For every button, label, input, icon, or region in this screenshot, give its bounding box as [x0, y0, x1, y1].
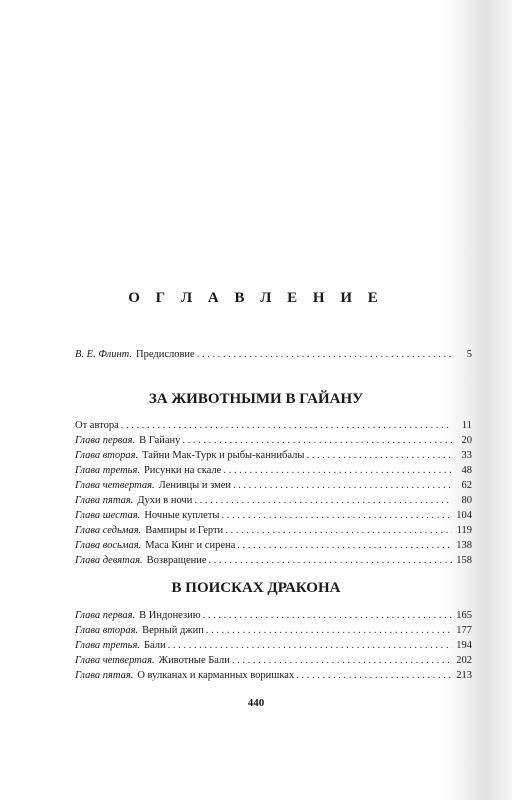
chapter-title: Тайни Мак-Турк и рыбы-каннибалы [142, 450, 305, 461]
chapter-title: Животные Бали [158, 655, 230, 666]
chapter-title: Духи в ночи [137, 495, 193, 506]
chapter-label: Глава четвертая. [75, 655, 155, 666]
chapter-label: Глава третья. [75, 465, 140, 476]
list-item [75, 623, 472, 638]
chapter-page: 11 [461, 420, 472, 431]
chapter-label: Глава шестая. [75, 510, 141, 521]
chapter-page: 20 [461, 435, 472, 446]
chapter-page: 138 [456, 540, 472, 551]
chapter-page: 194 [456, 640, 472, 651]
chapter-page: 165 [456, 610, 472, 621]
chapter-title: Возвращение [146, 555, 207, 566]
dot-leader [232, 653, 452, 668]
list-item [75, 553, 472, 568]
part2-list [75, 608, 472, 683]
dot-leader [296, 668, 452, 683]
list-item [75, 638, 472, 653]
chapter-title: Вампиры и Герти [145, 525, 224, 536]
preface-title: Предисловие [136, 349, 195, 360]
chapter-title: От автора [75, 420, 119, 431]
chapter-title: Бали [143, 640, 166, 651]
chapter-page: 158 [456, 555, 472, 566]
dot-leader [306, 448, 452, 463]
chapter-label: Глава вторая. [75, 625, 139, 636]
chapter-page: 213 [456, 670, 472, 681]
chapter-label: Глава третья. [75, 640, 140, 651]
dot-leader [194, 493, 452, 508]
part1-list [75, 418, 472, 568]
chapter-label: Глава первая. [75, 435, 136, 446]
chapter-page: 202 [456, 655, 472, 666]
preface-page: 5 [466, 349, 472, 360]
chapter-title: Маса Кинг и сирена [145, 540, 236, 551]
toc-heading: О Г Л А В Л Е Н И Е [128, 290, 384, 306]
list-item [75, 463, 472, 478]
list-item [75, 347, 472, 362]
dot-leader [223, 463, 452, 478]
chapter-page: 104 [456, 510, 472, 521]
dot-leader [221, 508, 452, 523]
list-item [75, 538, 472, 553]
chapter-label: Глава первая. [75, 610, 136, 621]
list-item [75, 653, 472, 668]
chapter-label: Глава пятая. [75, 495, 134, 506]
chapter-page: 62 [461, 480, 472, 491]
chapter-page: 177 [456, 625, 472, 636]
list-item [75, 478, 472, 493]
chapter-label: Глава пятая. [75, 670, 134, 681]
list-item [75, 668, 472, 683]
list-item [75, 448, 472, 463]
chapter-title: В Гайану [139, 435, 181, 446]
dot-leader [233, 478, 452, 493]
chapter-label: Глава четвертая. [75, 480, 155, 491]
chapter-label: Глава восьмая. [75, 540, 142, 551]
list-item [75, 493, 472, 508]
chapter-page: 48 [461, 465, 472, 476]
dot-leader [203, 608, 452, 623]
preface-entry [75, 347, 472, 362]
dot-leader [182, 433, 452, 448]
page-number: 440 [247, 697, 265, 709]
chapter-title: Ленивцы и змеи [158, 480, 232, 491]
dot-leader [237, 538, 452, 553]
chapter-title: О вулканах и карманных воришках [137, 670, 295, 681]
chapter-title: В Индонезию [139, 610, 201, 621]
chapter-title: Верный джип [142, 625, 204, 636]
chapter-label: Глава вторая. [75, 450, 139, 461]
dot-leader [209, 553, 452, 568]
list-item [75, 508, 472, 523]
list-item [75, 523, 472, 538]
list-item [75, 433, 472, 448]
dot-leader [197, 347, 452, 362]
preface-author: В. Е. Флинт. [75, 349, 132, 360]
chapter-label: Глава девятая. [75, 555, 143, 566]
dot-leader [206, 623, 452, 638]
list-item [75, 608, 472, 623]
chapter-title: Ночные куплеты [144, 510, 220, 521]
dot-leader [121, 418, 452, 433]
chapter-page: 80 [461, 495, 472, 506]
chapter-page: 33 [461, 450, 472, 461]
dot-leader [168, 638, 452, 653]
dot-leader [225, 523, 452, 538]
chapter-label: Глава седьмая. [75, 525, 142, 536]
list-item [75, 418, 472, 433]
chapter-page: 119 [456, 525, 472, 536]
part2-title: В ПОИСКАХ ДРАКОНА [171, 580, 341, 596]
part1-title: ЗА ЖИВОТНЫМИ В ГАЙАНУ [148, 391, 364, 407]
chapter-title: Рисунки на скале [143, 465, 222, 476]
